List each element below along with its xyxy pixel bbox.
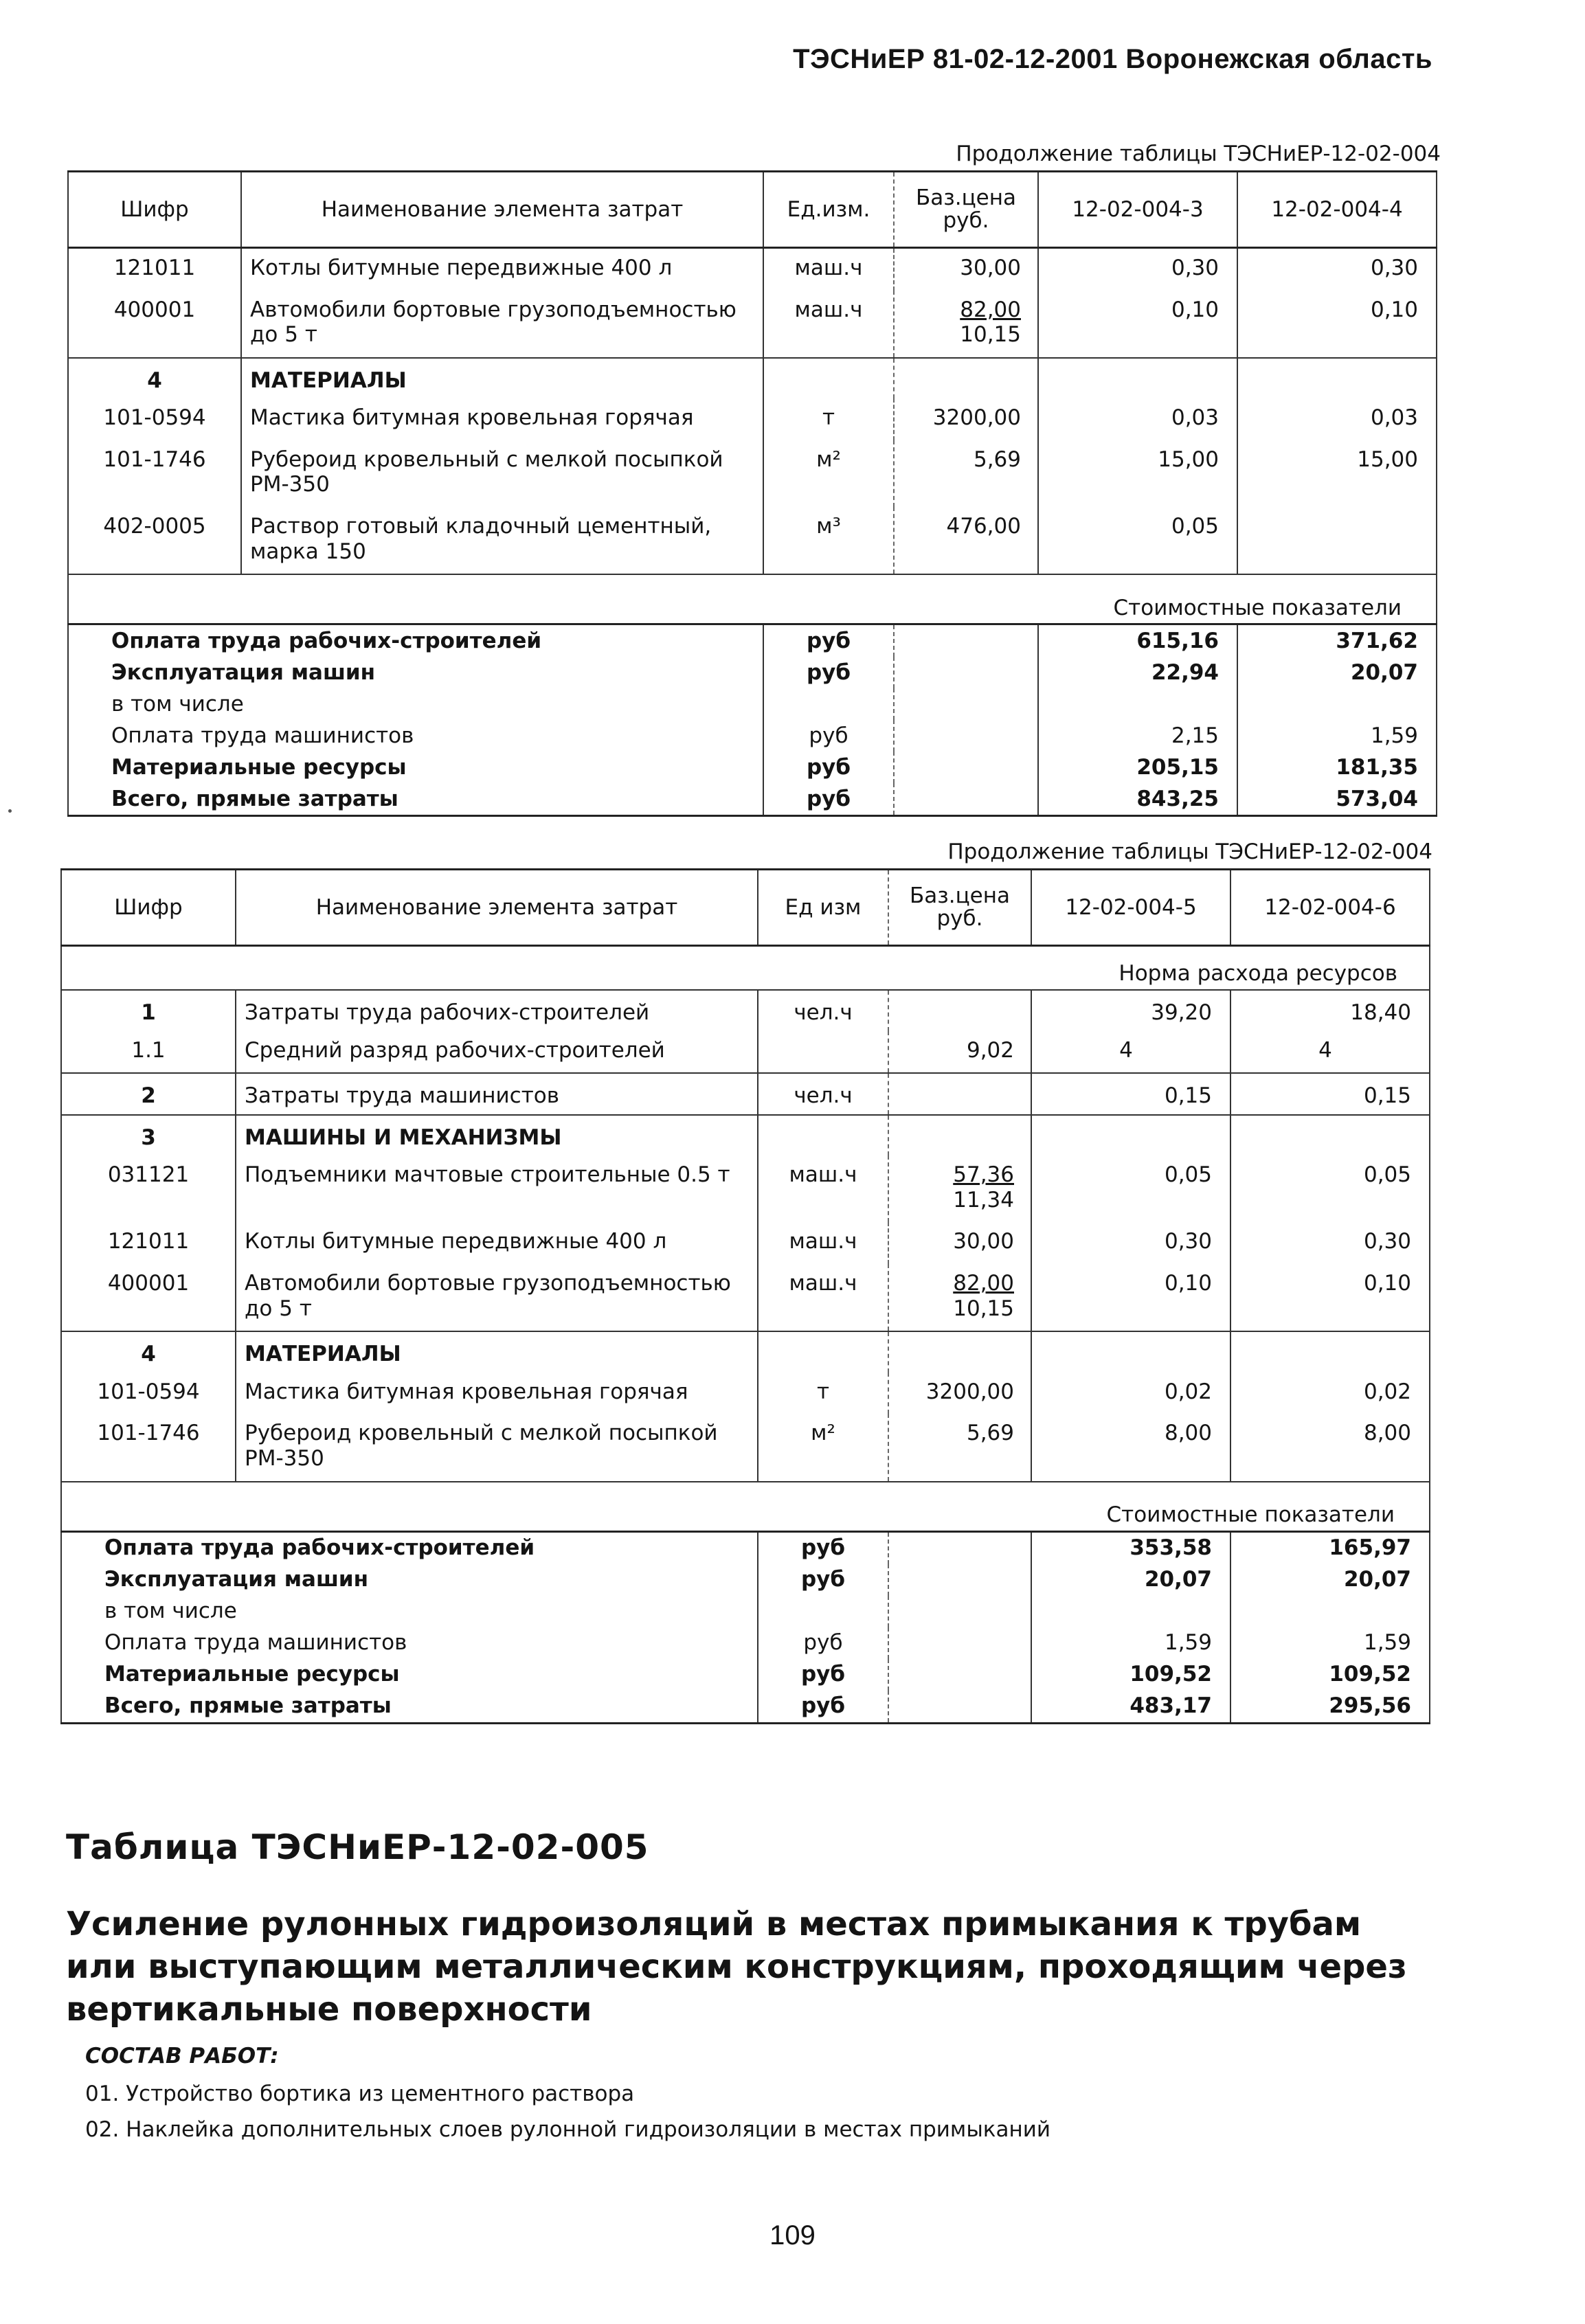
summary-unit: руб [763, 657, 894, 688]
summary-value-2 [1237, 688, 1437, 720]
row-unit: м³ [763, 507, 894, 574]
row-value-2: 0,03 [1237, 398, 1437, 440]
summary-price [888, 1627, 1031, 1659]
price-value: 5,69 [973, 447, 1021, 472]
row-price [888, 990, 1031, 1031]
row-name: Затраты труда рабочих-строителей [236, 990, 758, 1031]
summary-label: в том числе [111, 691, 244, 717]
summary-value-1: 22,94 [1038, 657, 1237, 688]
scan-speck [8, 809, 12, 813]
price-value: 3200,00 [932, 405, 1021, 431]
row-name: Средний разряд рабочих-строителей [236, 1031, 758, 1074]
summary-row [61, 1596, 1430, 1627]
summary-row [61, 1564, 1430, 1596]
summary-unit: руб [758, 1627, 888, 1659]
price-value: 30,00 [953, 1229, 1014, 1254]
row-price [894, 291, 1038, 358]
table-row [61, 1073, 1430, 1115]
row-unit: чел.ч [758, 990, 888, 1031]
summary-unit [758, 1596, 888, 1627]
summary-price [894, 688, 1038, 720]
table-row [68, 248, 1437, 291]
row-value-2: 8,00 [1230, 1414, 1430, 1481]
summary-row [68, 752, 1437, 783]
row-code: 402-0005 [103, 514, 206, 539]
row-value-1: 0,05 [1031, 1155, 1230, 1222]
header-code: Шифр [61, 870, 236, 946]
summary-price [888, 1691, 1031, 1724]
row-name: Подъемники мачтовые строительные 0.5 т [236, 1155, 758, 1222]
summary-label: Оплата труда машинистов [111, 723, 414, 748]
row-code: 4 [61, 1331, 236, 1373]
summary-label: Материальные ресурсы [104, 1662, 400, 1687]
row-value-1: 0,30 [1031, 1222, 1230, 1264]
summary-value-1: 205,15 [1038, 752, 1237, 783]
summary-price [894, 720, 1038, 752]
summary-row [68, 720, 1437, 752]
summary-unit: руб [763, 783, 894, 816]
row-unit: маш.ч [758, 1222, 888, 1264]
table-row [61, 1414, 1430, 1481]
row-code: 2 [61, 1073, 236, 1115]
row-value-1: 4 [1031, 1031, 1230, 1074]
summary-value-2: 109,52 [1230, 1659, 1430, 1691]
row-value-1 [1038, 358, 1237, 399]
summary-row [61, 1531, 1430, 1564]
row-unit: маш.ч [763, 291, 894, 358]
table-a-caption: Продолжение таблицы ТЭСНиЕР-12-02-004 [956, 142, 1441, 166]
summary-price [894, 624, 1038, 657]
price-wage-value: 10,15 [953, 1296, 1014, 1321]
row-name: МАТЕРИАЛЫ [241, 358, 763, 399]
summary-value-2: 1,59 [1237, 720, 1437, 752]
resource-table-a [67, 170, 1437, 817]
row-price [894, 398, 1038, 440]
summary-label: Всего, прямые затраты [104, 1693, 392, 1719]
row-unit: м² [758, 1414, 888, 1481]
row-name: Мастика битумная кровельная горячая [236, 1373, 758, 1414]
row-price [894, 440, 1038, 507]
cost-label: Стоимостные показатели [68, 574, 1437, 624]
header-price: Баз.цена руб. [888, 870, 1031, 946]
summary-row [68, 657, 1437, 688]
table-row [61, 990, 1430, 1031]
row-value-1: 15,00 [1038, 440, 1237, 507]
price-value: 5,69 [966, 1421, 1014, 1446]
summary-unit: руб [758, 1691, 888, 1724]
row-price [888, 1414, 1031, 1481]
table-b-caption: Продолжение таблицы ТЭСНиЕР-12-02-004 [947, 839, 1432, 864]
row-unit: чел.ч [758, 1073, 888, 1115]
header-col2: 12-02-004-6 [1230, 870, 1430, 946]
row-name: Автомобили бортовые грузоподъемностью до 5 т [241, 291, 763, 358]
price-value: 82,00 [960, 297, 1021, 322]
summary-value-2: 573,04 [1237, 783, 1437, 816]
row-value-1: 0,30 [1038, 248, 1237, 291]
row-unit: маш.ч [758, 1155, 888, 1222]
header-row [61, 870, 1430, 946]
summary-label: Оплата труда рабочих-строителей [61, 1531, 758, 1564]
table-subtitle: Усиление рулонных гидроизоляций в местах примыкания к трубам или выступающим металлическим конструкциям, проходящим через вертикальные поверхности [66, 1905, 1407, 2029]
summary-value-2: 20,07 [1230, 1564, 1430, 1596]
row-value-2: 0,10 [1230, 1264, 1430, 1331]
summary-row [61, 1659, 1430, 1691]
summary-unit: руб [763, 720, 894, 752]
row-unit [758, 1331, 888, 1373]
summary-value-2: 165,97 [1230, 1531, 1430, 1564]
row-value-1: 0,03 [1038, 398, 1237, 440]
summary-value-1: 843,25 [1038, 783, 1237, 816]
row-code: 031121 [107, 1162, 190, 1188]
row-code: 400001 [107, 1271, 190, 1296]
header-row [68, 172, 1437, 248]
summary-label: Эксплуатация машин [104, 1567, 369, 1592]
summary-label: Материальные ресурсы [111, 754, 407, 780]
summary-row [68, 688, 1437, 720]
row-unit: маш.ч [758, 1264, 888, 1331]
header-name: Наименование элемента затрат [241, 172, 763, 248]
summary-row [68, 624, 1437, 657]
summary-price [888, 1564, 1031, 1596]
row-code: 101-0594 [97, 1379, 200, 1404]
summary-label: Оплата труда рабочих-строителей [68, 624, 763, 657]
table-row [68, 440, 1437, 507]
row-value-1: 8,00 [1031, 1414, 1230, 1481]
price-value: 82,00 [953, 1271, 1014, 1296]
section-row [61, 1115, 1430, 1156]
summary-value-1: 1,59 [1031, 1627, 1230, 1659]
row-value-1: 0,10 [1031, 1264, 1230, 1331]
row-unit [758, 1031, 888, 1074]
row-price [888, 1031, 1031, 1074]
work-item: 02. Наклейка дополнительных слоев рулонной гидроизоляции в местах примыканий [85, 2117, 1051, 2142]
cost-label-row [68, 574, 1437, 624]
table-title: Таблица ТЭСНиЕР-12-02-005 [66, 1827, 649, 1867]
row-price [888, 1373, 1031, 1414]
row-price [888, 1331, 1031, 1373]
row-value-2: 0,15 [1230, 1073, 1430, 1115]
row-code: 101-1746 [97, 1421, 200, 1446]
summary-unit: руб [758, 1659, 888, 1691]
row-price [888, 1155, 1031, 1222]
work-composition-label: СОСТАВ РАБОТ: [85, 2044, 279, 2068]
summary-label: Эксплуатация машин [111, 659, 376, 685]
row-price [888, 1264, 1031, 1331]
row-price [888, 1222, 1031, 1264]
row-price [894, 248, 1038, 291]
row-value-2 [1237, 507, 1437, 574]
row-value-1: 39,20 [1031, 990, 1230, 1031]
row-unit: м² [763, 440, 894, 507]
price-value: 9,02 [966, 1037, 1014, 1063]
resource-table-b [60, 868, 1430, 1724]
row-name: Затраты труда машинистов [236, 1073, 758, 1115]
row-name: Раствор готовый кладочный цементный, марка 150 [241, 507, 763, 574]
row-value-2: 0,30 [1230, 1222, 1430, 1264]
summary-value-2: 371,62 [1237, 624, 1437, 657]
summary-price [888, 1659, 1031, 1691]
norm-label: Норма расхода ресурсов [1119, 961, 1397, 986]
summary-value-1: 483,17 [1031, 1691, 1230, 1724]
summary-price [894, 752, 1038, 783]
table-row [61, 1264, 1430, 1331]
table-row [61, 1222, 1430, 1264]
row-price [894, 507, 1038, 574]
row-name: Котлы битумные передвижные 400 л [241, 248, 763, 291]
row-name: Рубероид кровельный с мелкой посыпкой РМ-350 [241, 440, 763, 507]
header-unit: Ед.изм. [763, 172, 894, 248]
row-name: МАТЕРИАЛЫ [236, 1331, 758, 1373]
header-unit: Ед изм [758, 870, 888, 946]
price-value: 57,36 [953, 1162, 1014, 1188]
row-name: Котлы битумные передвижные 400 л [236, 1222, 758, 1264]
summary-price [888, 1531, 1031, 1564]
table-row [68, 507, 1437, 574]
price-value: 3200,00 [925, 1379, 1014, 1404]
header-col1: 12-02-004-5 [1031, 870, 1230, 946]
page-header: ТЭСНиЕР 81-02-12-2001 Воронежская область [793, 44, 1432, 74]
row-code: 4 [68, 358, 241, 399]
row-code: 1.1 [131, 1037, 166, 1063]
row-value-1: 0,05 [1038, 507, 1237, 574]
table-row [61, 1155, 1430, 1222]
cost-label: Стоимостные показатели [61, 1482, 1430, 1532]
row-unit: т [763, 398, 894, 440]
row-value-1 [1031, 1115, 1230, 1156]
row-code: 101-0594 [103, 405, 206, 431]
summary-price [894, 657, 1038, 688]
row-name: Мастика битумная кровельная горячая [241, 398, 763, 440]
header-code: Шифр [68, 172, 241, 248]
page-number: 109 [769, 2220, 816, 2250]
row-code: 101-1746 [103, 447, 206, 472]
header-col1: 12-02-004-3 [1038, 172, 1237, 248]
summary-label: Всего, прямые затраты [111, 786, 398, 811]
row-value-2: 0,05 [1230, 1155, 1430, 1222]
row-code: 121011 [113, 256, 196, 280]
header-price: Баз.цена руб. [894, 172, 1038, 248]
row-value-1 [1031, 1331, 1230, 1373]
section-row [68, 358, 1437, 399]
row-value-2 [1237, 358, 1437, 399]
row-value-2: 4 [1230, 1031, 1430, 1074]
summary-value-1: 353,58 [1031, 1531, 1230, 1564]
price-wage-value: 11,34 [953, 1187, 1014, 1212]
row-unit: маш.ч [763, 248, 894, 291]
row-code: 121011 [107, 1229, 190, 1254]
row-unit: т [758, 1373, 888, 1414]
summary-value-1 [1031, 1596, 1230, 1627]
summary-label: Оплата труда машинистов [104, 1630, 407, 1656]
row-price [888, 1073, 1031, 1115]
header-name: Наименование элемента затрат [236, 870, 758, 946]
summary-row [61, 1691, 1430, 1724]
norm-label-row [61, 946, 1430, 991]
summary-unit: руб [758, 1564, 888, 1596]
price-wage-value: 10,15 [960, 322, 1021, 348]
summary-value-2: 20,07 [1237, 657, 1437, 688]
summary-unit: руб [758, 1531, 888, 1564]
summary-price [894, 783, 1038, 816]
header-col2: 12-02-004-4 [1237, 172, 1437, 248]
cost-label-row [61, 1482, 1430, 1532]
summary-value-1 [1038, 688, 1237, 720]
table-row [61, 1031, 1430, 1074]
summary-value-1: 109,52 [1031, 1659, 1230, 1691]
summary-unit: руб [763, 752, 894, 783]
row-name: Автомобили бортовые грузоподъемностью до 5 т [236, 1264, 758, 1331]
row-value-1: 0,02 [1031, 1373, 1230, 1414]
row-name: МАШИНЫ И МЕХАНИЗМЫ [236, 1115, 758, 1156]
row-code: 3 [61, 1115, 236, 1156]
summary-unit: руб [763, 624, 894, 657]
row-value-2 [1230, 1115, 1430, 1156]
summary-value-2: 181,35 [1237, 752, 1437, 783]
price-value: 476,00 [946, 514, 1021, 539]
section-row [61, 1331, 1430, 1373]
table-row [68, 398, 1437, 440]
summary-unit [763, 688, 894, 720]
summary-value-1: 2,15 [1038, 720, 1237, 752]
summary-label: в том числе [104, 1599, 237, 1624]
summary-row [61, 1627, 1430, 1659]
row-value-1: 0,10 [1038, 291, 1237, 358]
row-value-2: 0,10 [1237, 291, 1437, 358]
row-code: 400001 [113, 297, 196, 322]
table-row [68, 291, 1437, 358]
summary-row [68, 783, 1437, 816]
row-value-2 [1230, 1331, 1430, 1373]
row-name: Рубероид кровельный с мелкой посыпкой РМ-350 [236, 1414, 758, 1481]
summary-value-2 [1230, 1596, 1430, 1627]
row-price [894, 358, 1038, 399]
row-unit [758, 1115, 888, 1156]
row-value-2: 18,40 [1230, 990, 1430, 1031]
work-item: 01. Устройство бортика из цементного раствора [85, 2082, 635, 2106]
row-unit [763, 358, 894, 399]
summary-value-1: 20,07 [1031, 1564, 1230, 1596]
table-row [61, 1373, 1430, 1414]
summary-value-2: 295,56 [1230, 1691, 1430, 1724]
row-code: 1 [61, 990, 236, 1031]
row-value-2: 0,30 [1237, 248, 1437, 291]
summary-value-1: 615,16 [1038, 624, 1237, 657]
price-value: 30,00 [960, 256, 1021, 280]
row-value-2: 0,02 [1230, 1373, 1430, 1414]
row-price [888, 1115, 1031, 1156]
summary-value-2: 1,59 [1230, 1627, 1430, 1659]
row-value-2: 15,00 [1237, 440, 1437, 507]
summary-price [888, 1596, 1031, 1627]
row-value-1: 0,15 [1031, 1073, 1230, 1115]
